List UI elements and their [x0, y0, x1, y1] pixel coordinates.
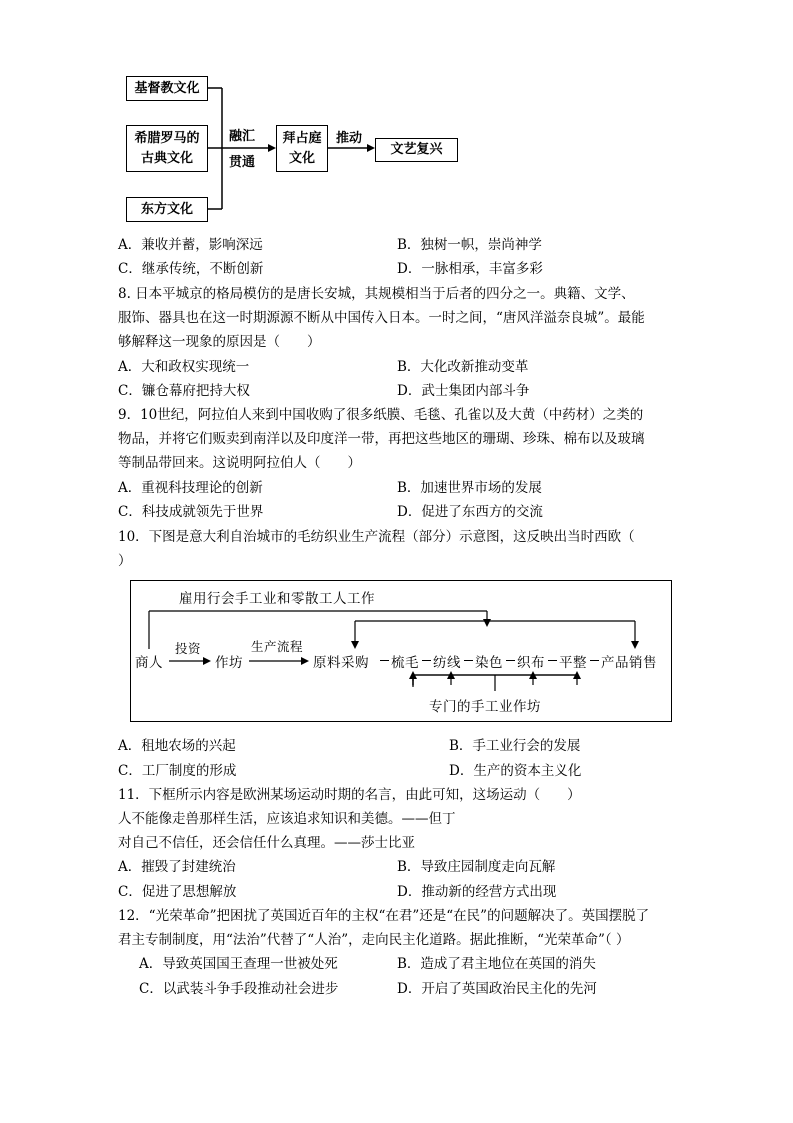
node-workshop: 作坊 [215, 655, 243, 671]
q9-option-a: A．重视科技理论的创新 [118, 480, 263, 496]
flow-dash-3 [464, 660, 473, 661]
box-greek-roman-culture: 希腊罗马的 古典文化 [126, 125, 208, 172]
q9-stem-line3: 等制品带回来。这说明阿拉伯人（ ） [118, 455, 361, 471]
q11-quote-shakespeare: 对自己不信任，还会信任什么真理。——莎士比亚 [118, 835, 415, 851]
q9-stem-line2: 物品，并将它们贩卖到南洋以及印度洋一带，再把这些地区的珊瑚、珍珠、棉布以及玻璃 [118, 431, 645, 447]
q8-stem-line1: 8. 日本平城京的格局模仿的是唐长安城，其规模相当于后者的四分之一。典籍、文学、 [118, 286, 635, 302]
flow-dash-1 [380, 660, 389, 661]
q9-option-c: C．科技成就领先于世界 [118, 504, 264, 520]
wool-production-diagram [130, 580, 672, 722]
node-spinning: 纺线 [433, 655, 461, 671]
q8-option-c: C．镰仓幕府把持大权 [118, 383, 250, 399]
node-weaving: 织布 [517, 655, 545, 671]
flow-dash-5 [548, 660, 557, 661]
q12-option-b: B．造成了君主地位在英国的消失 [397, 956, 596, 972]
q12-stem-line2: 君主专制制度，用“法治”代替了“人治”，走向民主化道路。据此推断，“光荣革命”（ ） [118, 932, 630, 948]
q8-option-b: B．大化改新推动变革 [397, 359, 529, 375]
node-merchant: 商人 [135, 655, 163, 671]
q11-option-a: A．摧毁了封建统治 [118, 859, 236, 875]
label-merge: 融汇 贯通 [229, 129, 256, 170]
label-process: 生产流程 [251, 639, 304, 654]
label-hire-workers: 雇用行会手工业和零散工人工作 [179, 591, 375, 607]
label-special-workshop: 专门的手工业作坊 [429, 699, 541, 715]
q8-stem-line3: 够解释这一现象的原因是（ ） [118, 334, 321, 350]
q7-option-a: A．兼收并蓄，影响深远 [118, 237, 263, 253]
box-eastern-culture: 东方文化 [126, 197, 208, 222]
q11-quote-dante: 人不能像走兽那样生活，应该追求知识和美德。——但丁 [118, 811, 456, 827]
node-combing: 梳毛 [391, 655, 419, 671]
node-product-sales: 产品销售 [601, 655, 657, 671]
box-renaissance: 文艺复兴 [375, 138, 458, 162]
q12-option-a: A．导致英国国王查理一世被处死 [139, 956, 338, 972]
q10-option-c: C．工厂制度的形成 [118, 763, 237, 779]
flow-dash-4 [506, 660, 515, 661]
q8-option-d: D．武士集团内部斗争 [397, 383, 530, 399]
q7-option-b: B．独树一帜，崇尚神学 [397, 237, 542, 253]
q9-option-d: D．促进了东西方的交流 [397, 504, 543, 520]
q10-stem-line1: 10．下图是意大利自治城市的毛纺织业生产流程（部分）示意图，这反映出当时西欧（ [118, 529, 635, 545]
label-promote: 推动 [336, 131, 363, 146]
q9-option-b: B．加速世界市场的发展 [397, 480, 542, 496]
q7-option-d: D．一脉相承，丰富多彩 [397, 261, 543, 277]
q10-option-a: A．租地农场的兴起 [118, 738, 236, 754]
q9-stem-line1: 9．10世纪，阿拉伯人来到中国收购了很多纸膜、毛毯、孔雀以及大黄（中药材）之类的 [118, 407, 644, 423]
node-raw-purchase: 原料采购 [313, 655, 369, 671]
q11-stem-line1: 11．下框所示内容是欧洲某场运动时期的名言，由此可知，这场运动（ ） [118, 787, 581, 803]
q12-stem-line1: 12．“光荣革命”把困扰了英国近百年的主权“在君”还是“在民”的问题解决了。英国摆脱了 [118, 908, 650, 924]
flow-dash-2 [422, 660, 431, 661]
q12-option-c: C．以武装斗争手段推动社会进步 [139, 981, 339, 997]
q10-option-d: D．生产的资本主义化 [449, 763, 582, 779]
q12-option-d: D．开启了英国政治民主化的先河 [397, 981, 597, 997]
culture-flow-lines [0, 0, 793, 230]
q10-option-b: B．手工业行会的发展 [449, 738, 581, 754]
q11-option-b: B．导致庄园制度走向瓦解 [397, 859, 556, 875]
node-dyeing: 染色 [475, 655, 503, 671]
flow-dash-6 [590, 660, 599, 661]
node-finishing: 平整 [559, 655, 587, 671]
label-invest: 投资 [175, 641, 202, 656]
q11-option-c: C．促进了思想解放 [118, 884, 237, 900]
q8-stem-line2: 服饰、器具也在这一时期源源不断从中国传入日本。一时之间，“唐风洋溢奈良城”。最能 [118, 310, 645, 326]
box-christian-culture: 基督教文化 [126, 76, 208, 101]
q10-stem-line2: ） [118, 553, 132, 569]
q11-option-d: D．推动新的经营方式出现 [397, 884, 557, 900]
q8-option-a: A．大和政权实现统一 [118, 359, 250, 375]
q7-option-c: C．继承传统，不断创新 [118, 261, 264, 277]
box-byzantine-culture: 拜占庭 文化 [276, 125, 328, 172]
